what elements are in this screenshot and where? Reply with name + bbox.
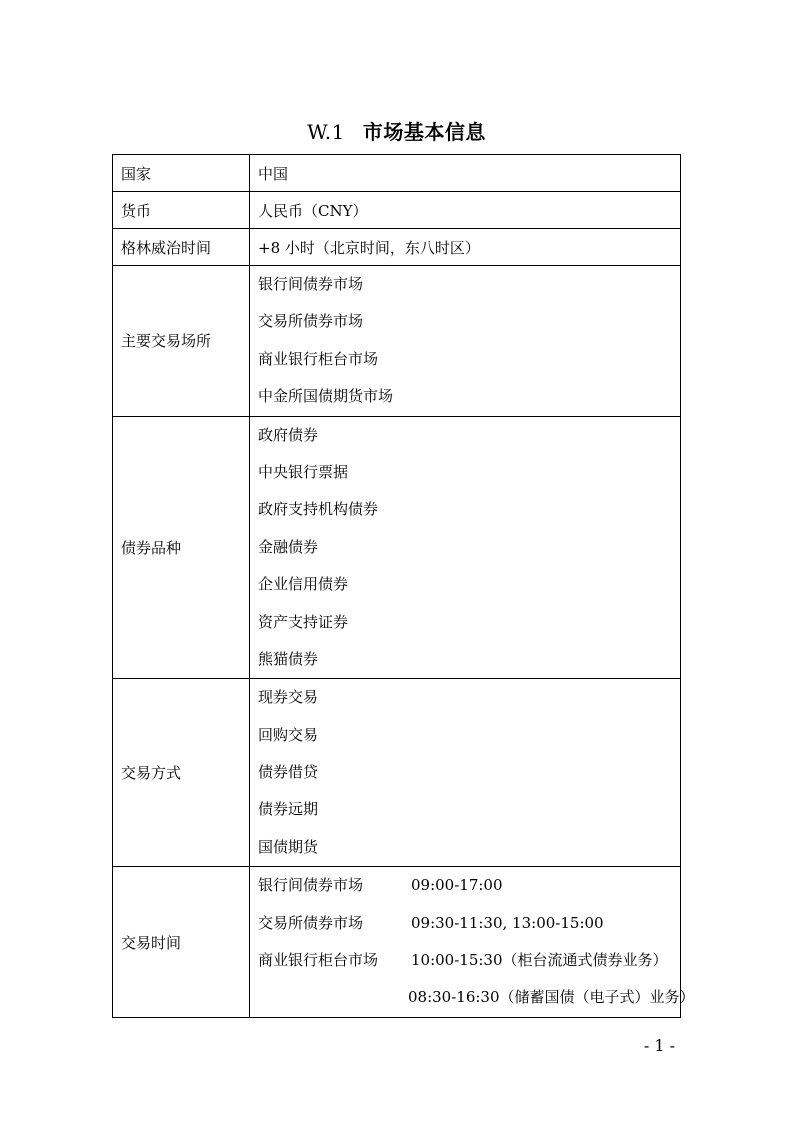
hours-entry xyxy=(258,942,680,979)
row-value-country: 中国 xyxy=(250,155,681,192)
hours-time: 09:00-17:00 xyxy=(411,876,503,895)
table-row xyxy=(113,229,681,266)
list-item: 中央银行票据 xyxy=(258,462,349,481)
list-item: 交易所债券市场 xyxy=(258,312,364,331)
hours-time: 08:30-16:30（储蓄国债（电子式）业务） xyxy=(408,988,695,1007)
list-item: 金融债券 xyxy=(258,537,319,556)
row-value-trade-methods xyxy=(250,679,681,867)
page-number: - 1 - xyxy=(643,1036,675,1055)
list-item: 熊猫债券 xyxy=(258,649,319,668)
row-label-venues: 主要交易场所 xyxy=(113,266,250,417)
list-item: 回购交易 xyxy=(258,725,319,744)
section-code: W.1 xyxy=(307,120,345,144)
table-row xyxy=(113,867,681,1018)
row-label-trade-methods: 交易方式 xyxy=(113,679,250,867)
page-title xyxy=(0,116,793,145)
table-row xyxy=(113,266,681,417)
hours-entry xyxy=(258,905,680,942)
row-value-bond-types xyxy=(250,416,681,679)
list-item: 债券远期 xyxy=(258,800,319,819)
row-label-country: 国家 xyxy=(113,155,250,192)
hours-entry xyxy=(258,979,695,1016)
list-item: 企业信用债券 xyxy=(258,575,349,594)
row-value-currency: 人民币（CNY） xyxy=(250,192,681,229)
hours-market: 商业银行柜台市场 xyxy=(258,951,379,970)
list-item: 国债期货 xyxy=(258,837,319,856)
list-item: 政府债券 xyxy=(258,425,319,444)
table-row xyxy=(113,155,681,192)
hours-market: 交易所债券市场 xyxy=(258,913,364,932)
list-item: 中金所国债期货市场 xyxy=(258,387,394,406)
table-row xyxy=(113,416,681,679)
hours-time: 09:30-11:30, 13:00-15:00 xyxy=(411,913,604,932)
row-value-gmt: +8 小时（北京时间，东八时区） xyxy=(250,229,681,266)
hours-time: 10:00-15:30（柜台流通式债券业务） xyxy=(411,951,668,970)
table-row xyxy=(113,192,681,229)
list-item: 现券交易 xyxy=(258,688,319,707)
list-item: 商业银行柜台市场 xyxy=(258,349,379,368)
hours-market: 银行间债券市场 xyxy=(258,876,364,895)
row-label-bond-types: 债券品种 xyxy=(113,416,250,679)
row-value-venues xyxy=(250,266,681,417)
list-item: 政府支持机构债券 xyxy=(258,500,379,519)
row-label-trading-hours: 交易时间 xyxy=(113,867,250,1018)
section-title: 市场基本信息 xyxy=(362,120,486,144)
row-label-gmt: 格林威治时间 xyxy=(113,229,250,266)
row-label-currency: 货币 xyxy=(113,192,250,229)
hours-entry xyxy=(258,867,680,904)
table-row xyxy=(113,679,681,867)
list-item: 债券借贷 xyxy=(258,763,319,782)
list-item: 资产支持证券 xyxy=(258,612,349,631)
list-item: 银行间债券市场 xyxy=(258,275,364,293)
row-value-trading-hours xyxy=(250,867,695,1018)
market-info-table xyxy=(112,154,695,1018)
